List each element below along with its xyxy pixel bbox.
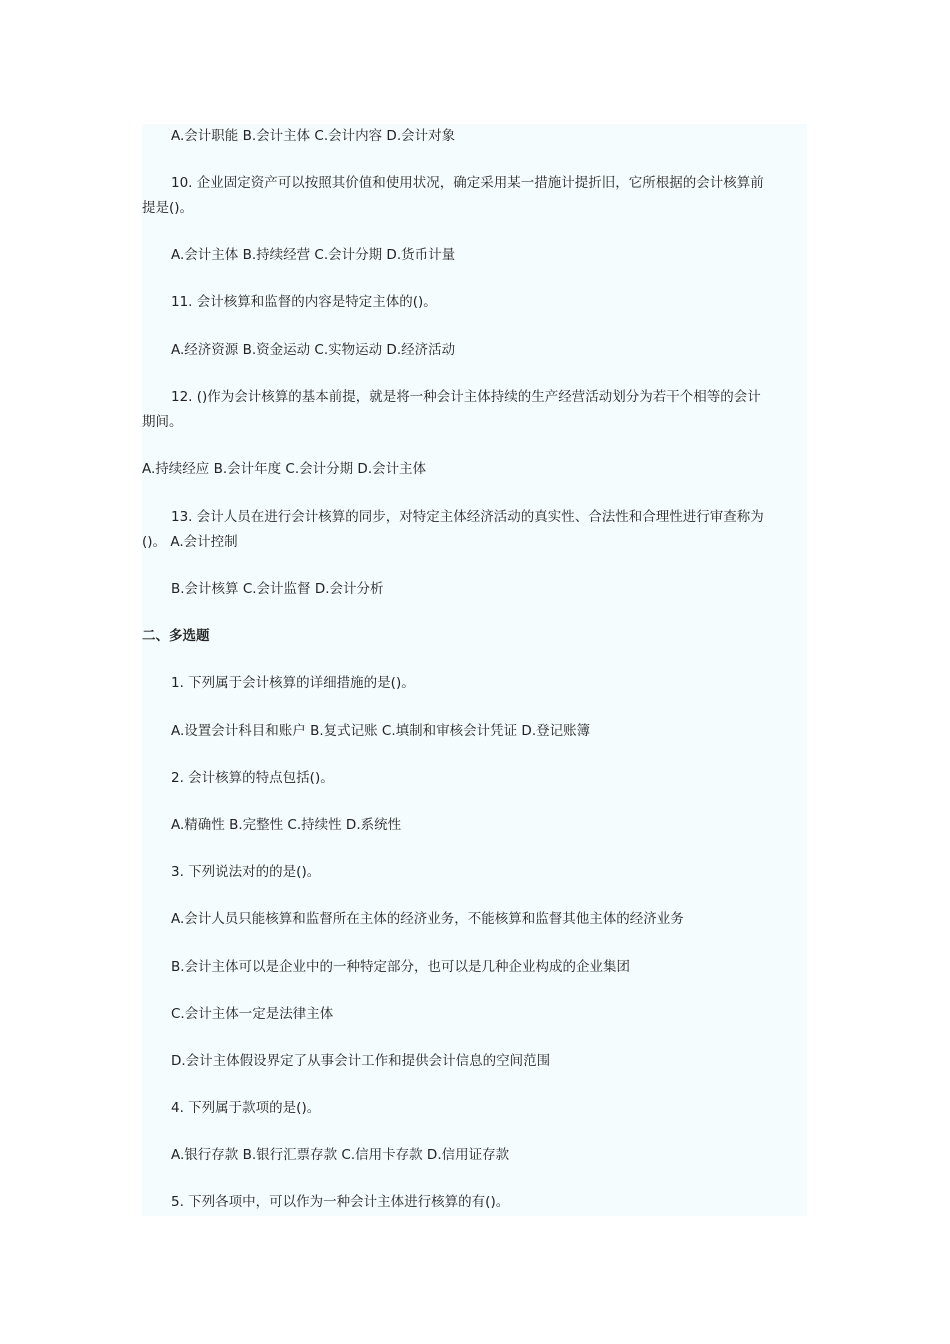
option-d: D.会计主体假设界定了从事会计工作和提供会计信息的空间范围 (171, 1053, 551, 1069)
options-line: A.经济资源 B.资金运动 C.实物运动 D.经济活动 (171, 342, 456, 358)
mc-question-3: 3. 下列说法对的的是()。 (171, 864, 321, 880)
question-10-cont: 提是()。 (142, 200, 194, 216)
options-line: A.精确性 B.完整性 C.持续性 D.系统性 (171, 817, 402, 833)
options-line: A.会计职能 B.会计主体 C.会计内容 D.会计对象 (171, 128, 456, 144)
options-line: B.会计核算 C.会计监督 D.会计分析 (171, 581, 384, 597)
option-b: B.会计主体可以是企业中的一种特定部分，也可以是几种企业构成的企业集团 (171, 959, 631, 975)
mc-question-5: 5. 下列各项中，可以作为一种会计主体进行核算的有()。 (171, 1194, 510, 1210)
question-12: 12. ()作为会计核算的基本前提，就是将一种会计主体持续的生产经营活动划分为若干个相等的会计 (171, 389, 761, 405)
option-a: A.会计人员只能核算和监督所在主体的经济业务，不能核算和监督其他主体的经济业务 (171, 911, 684, 927)
mc-question-2: 2. 会计核算的特点包括()。 (171, 770, 334, 786)
document-body (142, 124, 807, 1216)
question-13: 13. 会计人员在进行会计核算的同步，对特定主体经济活动的真实性、合法性和合理性进行审查称为 (171, 509, 764, 525)
options-line: A.银行存款 B.银行汇票存款 C.信用卡存款 D.信用证存款 (171, 1147, 510, 1163)
mc-question-4: 4. 下列属于款项的是()。 (171, 1100, 321, 1116)
mc-question-1: 1. 下列属于会计核算的详细措施的是()。 (171, 675, 415, 691)
question-12-cont: 期间。 (142, 414, 183, 430)
options-line: A.设置会计科目和账户 B.复式记账 C.填制和审核会计凭证 D.登记账簿 (171, 723, 591, 739)
section-heading: 二、多选题 (142, 628, 210, 644)
question-10: 10. 企业固定资产可以按照其价值和使用状况，确定采用某一措施计提折旧，它所根据的会计核算前 (171, 175, 764, 191)
options-line: A.会计主体 B.持续经营 C.会计分期 D.货币计量 (171, 247, 456, 263)
question-11: 11. 会计核算和监督的内容是特定主体的()。 (171, 294, 437, 310)
question-13-cont: ()。 A.会计控制 (142, 534, 238, 550)
options-line: A.持续经应 B.会计年度 C.会计分期 D.会计主体 (142, 461, 427, 477)
option-c: C.会计主体一定是法律主体 (171, 1006, 334, 1022)
